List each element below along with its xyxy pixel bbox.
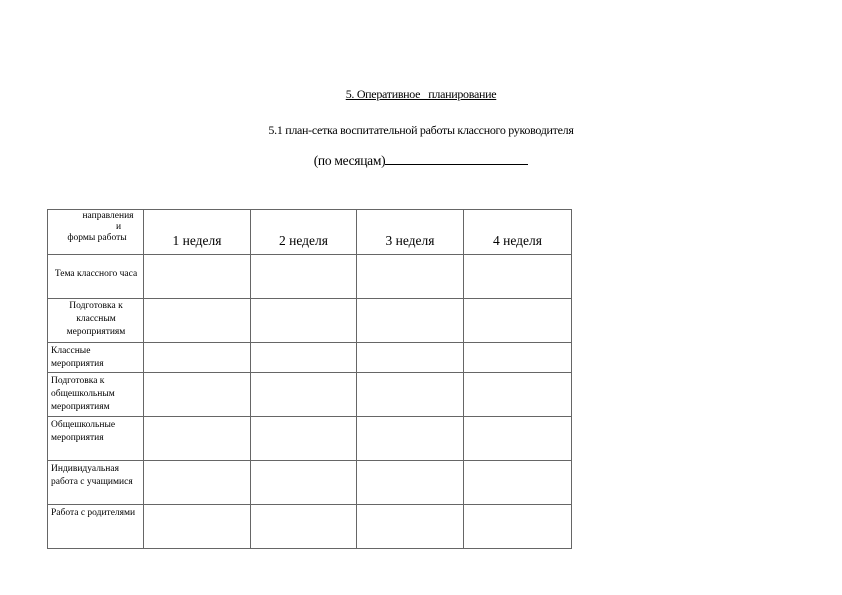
row-label: Подготовка к классным мероприятиям: [48, 299, 144, 343]
plan-cell: [251, 505, 357, 549]
plan-cell: [144, 255, 251, 299]
plan-cell: [251, 373, 357, 417]
corner-header-line: формы работы: [67, 233, 127, 243]
subtitle: 5.1 план-сетка воспитательной работы классного руководителя: [268, 123, 574, 137]
corner-header-cell: [48, 210, 144, 255]
row-label: Подготовка к общешкольным мероприятиям: [48, 373, 144, 417]
plan-cell: [144, 505, 251, 549]
row-label: Общешкольные мероприятия: [48, 417, 144, 461]
week-header: 2 неделя: [251, 210, 357, 255]
plan-cell: [357, 343, 464, 373]
plan-cell: [144, 299, 251, 343]
period-line: [0, 152, 842, 169]
row-label: Тема классного часа: [48, 255, 144, 299]
corner-header-line: направления: [82, 211, 134, 221]
plan-cell: [464, 343, 572, 373]
plan-cell: [464, 461, 572, 505]
plan-cell: [464, 373, 572, 417]
period-blank-line: [385, 152, 528, 165]
week-header: 3 неделя: [357, 210, 464, 255]
table-row: [48, 343, 572, 373]
row-label: Индивидуальная работа с учащимися: [48, 461, 144, 505]
week-header: 4 неделя: [464, 210, 572, 255]
plan-cell: [464, 417, 572, 461]
plan-cell: [144, 417, 251, 461]
plan-cell: [144, 343, 251, 373]
plan-cell: [144, 373, 251, 417]
section-title: 5. Оперативное планирование: [345, 87, 497, 101]
week-header: 1 неделя: [144, 210, 251, 255]
table-row: [48, 255, 572, 299]
plan-cell: [464, 505, 572, 549]
table-row: [48, 505, 572, 549]
plan-cell: [357, 255, 464, 299]
table-row: [48, 417, 572, 461]
period-label: (по месяцам): [313, 153, 386, 168]
plan-grid-table: [47, 209, 572, 549]
plan-cell: [251, 461, 357, 505]
table-row: [48, 299, 572, 343]
corner-header-line: и: [115, 222, 122, 232]
plan-cell: [357, 417, 464, 461]
plan-cell: [251, 299, 357, 343]
plan-cell: [144, 461, 251, 505]
plan-cell: [357, 373, 464, 417]
header-row: [48, 210, 572, 255]
table-row: [48, 461, 572, 505]
plan-cell: [464, 299, 572, 343]
row-label: Работа с родителями: [48, 505, 144, 549]
plan-cell: [357, 461, 464, 505]
plan-cell: [357, 505, 464, 549]
plan-cell: [357, 299, 464, 343]
plan-cell: [251, 417, 357, 461]
plan-cell: [251, 255, 357, 299]
row-label: Классные мероприятия: [48, 343, 144, 373]
plan-cell: [251, 343, 357, 373]
plan-cell: [464, 255, 572, 299]
table-row: [48, 373, 572, 417]
